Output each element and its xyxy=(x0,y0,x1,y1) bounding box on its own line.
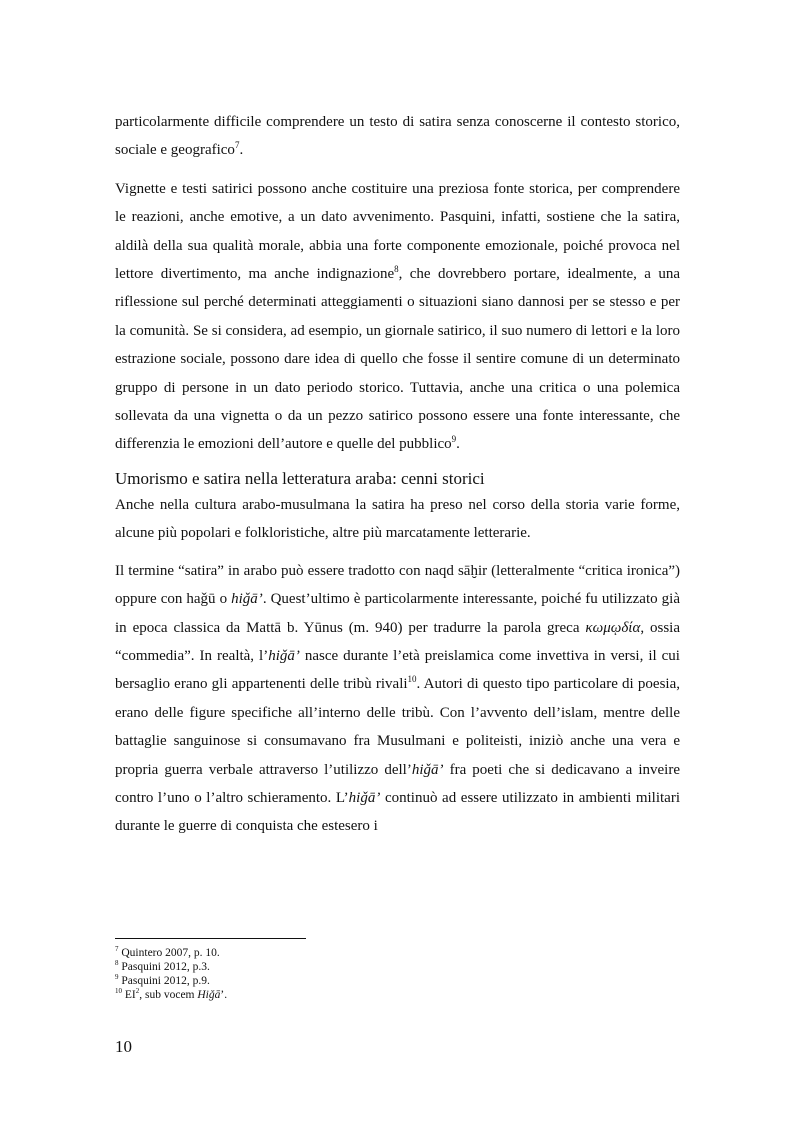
footnotes xyxy=(115,946,680,1002)
footnote-7: $^7$ Quintero 2007, p. 10. xyxy=(115,945,220,959)
paragraph-1: particolarmente difficile comprendere un testo di satira senza conoscerne il contesto storico, sociale e geografico$^7$. xyxy=(115,114,680,159)
term-hija: hiǧā’ xyxy=(231,591,263,608)
term-hija: hiǧā’ xyxy=(411,761,444,778)
footnote-ref-8[interactable]: 8 xyxy=(394,264,399,275)
footnote-separator xyxy=(115,938,306,939)
paragraph-2: Vignette e testi satirici possono anche costituire una preziosa fonte storica, per comprendere le reazioni, anche emotive, a un dato avvenimento. Pasquini, infatti, sostiene che la satira, aldilà della sua qualità morale, abbia una forte componente emozionale, poiché provoca nel lettore divertimento, ma anche indignazione$^8$, che dovrebbero portare, idealmente, a una riflessione sul perché determinati atteggiamenti o situazioni siano dannosi per se stesso e per la comunità. Se si considera, ad esempio, un giornale satirico, il suo numero di lettori e la loro estrazione sociale, possono dare idea di quello che fosse il sentire comune di un determinato gruppo di persone in un dato periodo storico. Tuttavia, anche una critica o una polemica sollevata da una vignetta o da un pezzo satirico possono essere una fonte interessante, che differenzia le emozioni dell’autore e quelle del pubblico$^9$. xyxy=(115,180,680,453)
footnote-ref-7[interactable]: 7 xyxy=(234,140,240,151)
paragraph-3: Anche nella cultura arabo-musulmana la satira ha preso nel corso della storia varie forme, alcune più popolari e folkloristiche, altre più marcatamente letterarie. xyxy=(115,496,680,542)
term-hija: hiǧā’ xyxy=(268,647,300,664)
greek-term: κωμῳδία xyxy=(585,619,641,636)
footnote-ref-10[interactable]: 10 xyxy=(407,674,417,685)
footnote-8: $^8$ Pasquini 2012, p.3. xyxy=(115,959,210,973)
page-number: 10 xyxy=(115,1037,132,1056)
section-heading: Umorismo e satira nella letteratura araba: cenni storici xyxy=(115,468,485,488)
term-hija: hiǧā’ xyxy=(348,789,381,806)
footnote-10: $^{10}$ $EI^2$, sub vocem Hiǧā’. xyxy=(115,987,228,1001)
paragraph-4: Il termine “satira” in arabo può essere tradotto con naqd sāḫir (letteralmente “critica ironica”) oppure con haǧū o hiǧā’. Quest’ultimo è particolarmente interessante, poiché fu utilizzato già in epoca classica da Mattā b. Yūnus (m. 940) per tradurre la parola greca κωμῳδία, ossia “commedia”. In realtà, l’hiǧā’ nasce durante l’età preislamica come invettiva in versi, il cui bersaglio erano gli appartenenti delle tribù rivali$^{10}$. Autori di questo tipo particolare di poesia, erano delle figure specifiche all’interno delle tribù. Con l’avvento dell’islam, mentre delle battaglie sanguinose si consumavano fra Musulmani e politeisti, iniziò anche una vera e propria guerra verbale attraverso l’utilizzo dell’hiǧā’ fra poeti che si dedicavano a inveire contro l’uno o l’altro schieramento. L’hiǧā’ continuò ad essere utilizzato in ambienti militari durante le guerre di conquista che estesero i xyxy=(115,562,681,835)
footnote-9: $^9$ Pasquini 2012, p.9. xyxy=(115,973,210,987)
page-body xyxy=(115,108,680,841)
footnote-ref-9[interactable]: 9 xyxy=(451,434,457,445)
